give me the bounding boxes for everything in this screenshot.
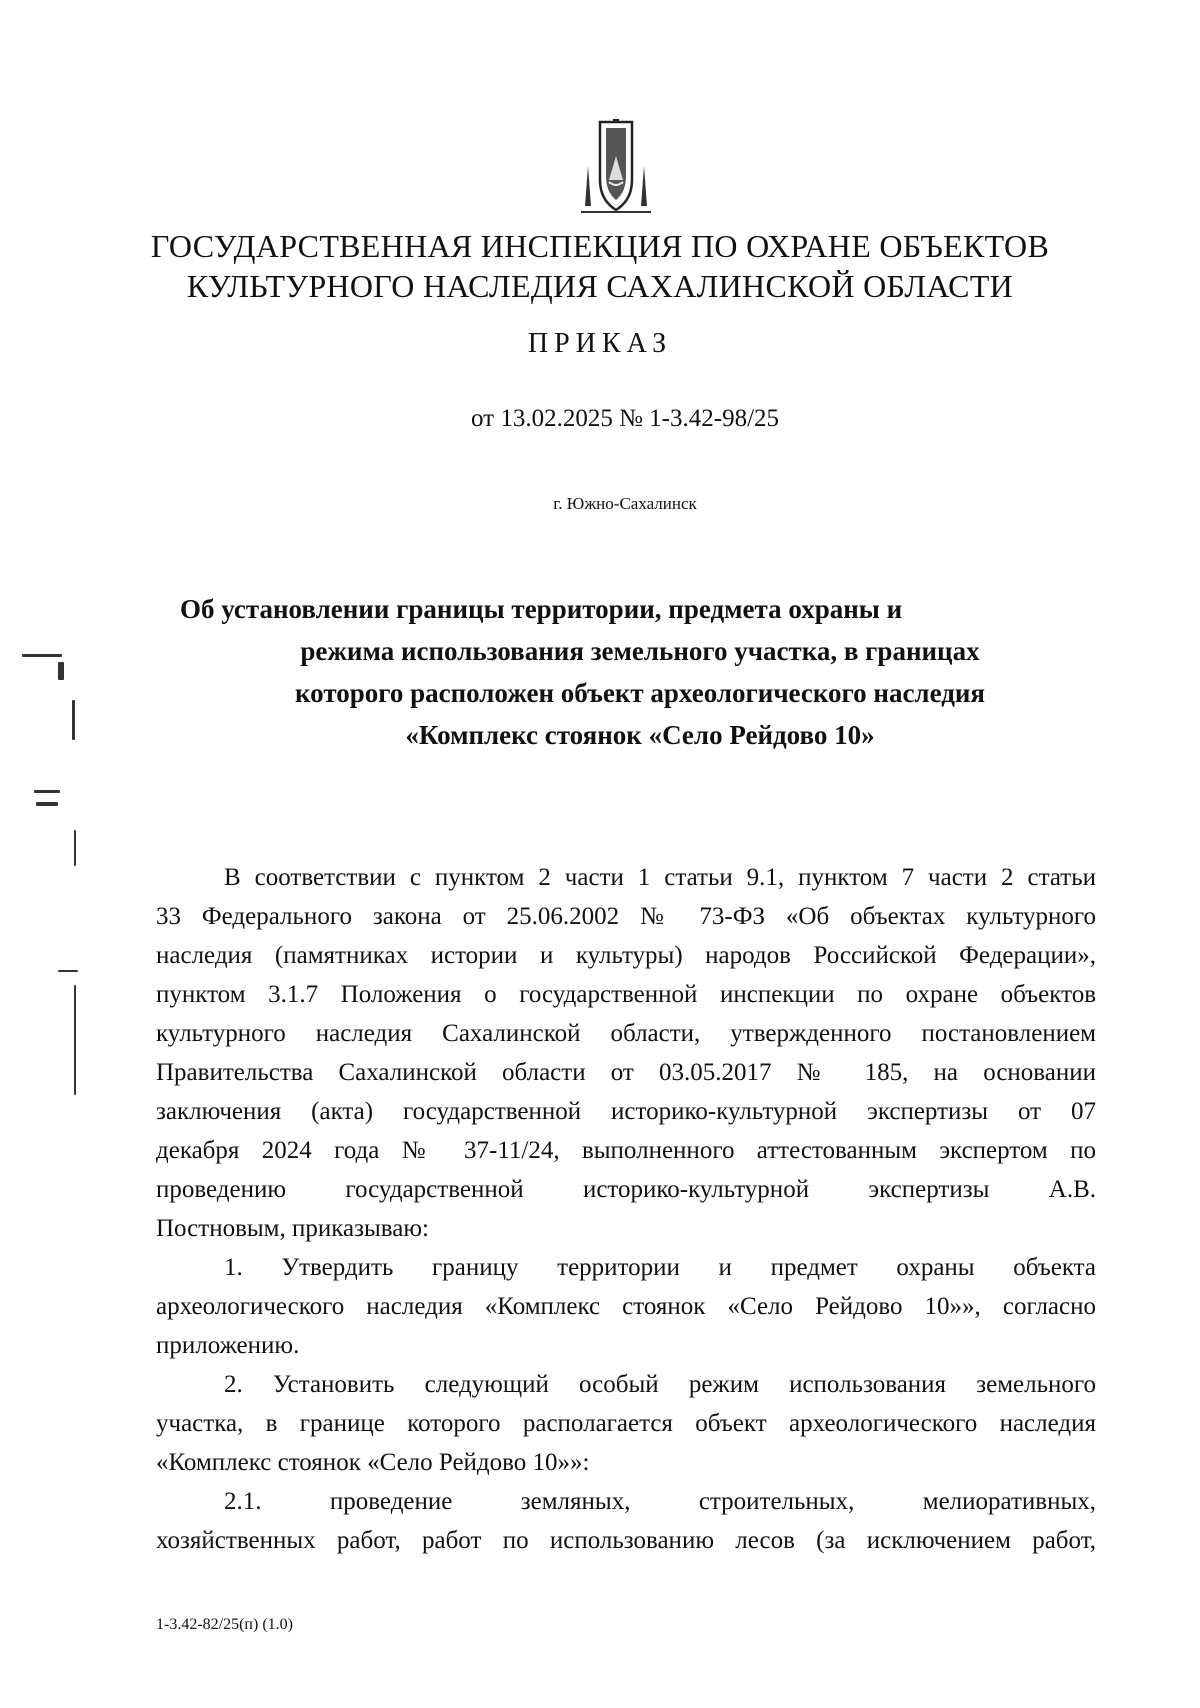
city: г. Южно-Сахалинск bbox=[553, 494, 697, 513]
title-line-4: «Комплекс стоянок «Село Рейдово 10» bbox=[405, 720, 875, 750]
body-line-8: декабря 2024 года № 37-11/24, выполненного аттестованным экспертом по bbox=[156, 1137, 1096, 1164]
title-line-2: режима использования земельного участка, в границах bbox=[300, 636, 980, 666]
title-line-3: которого расположен объект археологического наследия bbox=[294, 678, 986, 708]
body-line-3: наследия (памятниках истории и культуры) народов Российской Федерации», bbox=[156, 942, 1096, 969]
body-line-17: 2.1. проведение земляных, строительных, мелиоративных, bbox=[224, 1488, 1096, 1515]
document-type: ПРИКАЗ bbox=[527, 328, 673, 359]
body-line-9: проведению государственной историко-культурной экспертизы А.В. bbox=[156, 1176, 1096, 1203]
body-line-1: В соответствии с пунктом 2 части 1 статьи 9.1, пунктом 7 части 2 статьи bbox=[224, 864, 1096, 891]
title-line-1: Об установлении границы территории, предмета охраны и bbox=[180, 594, 903, 624]
body-line-11: 1. Утвердить границу территории и предмет охраны объекта bbox=[224, 1254, 1096, 1281]
coat-of-arms-icon bbox=[573, 118, 659, 216]
scan-margin-marks bbox=[0, 640, 140, 1100]
body-line-13: приложению. bbox=[156, 1332, 300, 1359]
document-title bbox=[180, 588, 1100, 756]
agency-name-line-2: КУЛЬТУРНОГО НАСЛЕДИЯ САХАЛИНСКОЙ ОБЛАСТИ bbox=[186, 268, 1014, 304]
body-line-7: заключения (акта) государственной историко-культурной экспертизы от 07 bbox=[156, 1098, 1096, 1125]
body-line-5: культурного наследия Сахалинской области, утвержденного постановлением bbox=[156, 1020, 1096, 1047]
body-line-4: пунктом 3.1.7 Положения о государственной инспекции по охране объектов bbox=[156, 981, 1096, 1008]
body-line-12: археологического наследия «Комплекс стоянок «Село Рейдово 10»», согласно bbox=[156, 1293, 1096, 1320]
body-line-10: Постновым, приказываю: bbox=[156, 1215, 429, 1242]
agency-name bbox=[120, 226, 1080, 306]
body-line-6: Правительства Сахалинской области от 03.05.2017 № 185, на основании bbox=[156, 1059, 1096, 1086]
body-line-2: 33 Федерального закона от 25.06.2002 № 73-ФЗ «Об объектах культурного bbox=[156, 903, 1096, 930]
date-and-number: от 13.02.2025 № 1-3.42-98/25 bbox=[470, 405, 780, 432]
document-body bbox=[156, 858, 1096, 1560]
body-line-14: 2. Установить следующий особый режим использования земельного bbox=[224, 1371, 1096, 1398]
body-line-15: участка, в границе которого располагается объект археологического наследия bbox=[156, 1410, 1096, 1437]
document-code: 1-3.42-82/25(п) (1.0) bbox=[156, 1616, 293, 1633]
body-line-18: хозяйственных работ, работ по использованию лесов (за исключением работ, bbox=[156, 1527, 1096, 1554]
agency-name-line-1: ГОСУДАРСТВЕННАЯ ИНСПЕКЦИЯ ПО ОХРАНЕ ОБЪЕКТОВ bbox=[150, 228, 1050, 264]
body-line-16: «Комплекс стоянок «Село Рейдово 10»»: bbox=[156, 1449, 590, 1476]
